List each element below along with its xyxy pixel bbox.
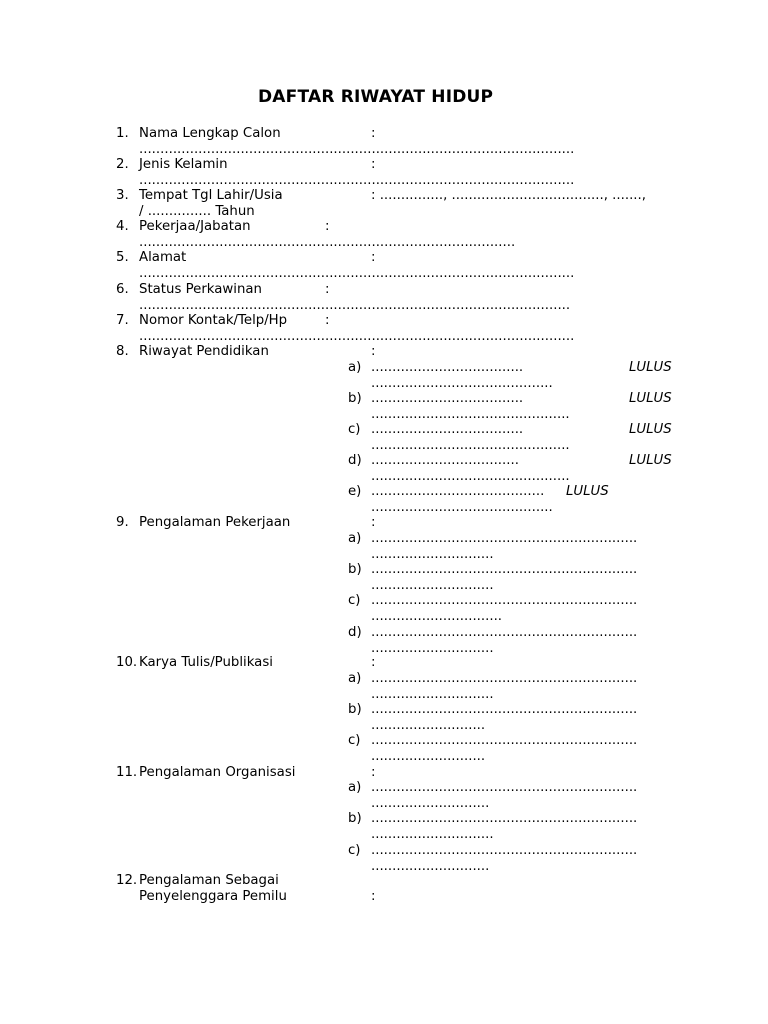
sub-letter: b): [348, 702, 362, 717]
fill-line: ...............................................................: [371, 562, 638, 577]
item-number: 9.: [116, 515, 129, 530]
fill-line: ............................: [371, 796, 490, 811]
item-colon: :: [371, 765, 376, 780]
item-colon: :: [325, 282, 330, 297]
item-colon: :: [371, 655, 376, 670]
fill-line: .......................................................................................................: [139, 266, 575, 281]
fill-line: ...............................: [371, 609, 503, 624]
fill-line: ...............................................................: [371, 843, 638, 858]
sub-letter: a): [348, 360, 362, 375]
fill-line: ....................................: [371, 391, 524, 406]
sub-letter: a): [348, 780, 362, 795]
sub-letter: c): [348, 422, 361, 437]
fill-line: ...........................................: [371, 376, 553, 391]
fill-line: .............................: [371, 827, 494, 842]
fill-line: ...............................................................: [371, 733, 638, 748]
item-label: Pekerjaa/Jabatan: [139, 219, 251, 234]
fill-line: .............................: [371, 547, 494, 562]
item-colon: :: [325, 219, 330, 234]
item-label: Riwayat Pendidikan: [139, 344, 269, 359]
fill-line: ...............................................................: [371, 780, 638, 795]
fill-line: ....................................: [371, 360, 524, 375]
fill-line: ...............................................................: [371, 625, 638, 640]
fill-line: ....................................: [371, 422, 524, 437]
sub-letter: c): [348, 843, 361, 858]
fill-line: .......................................................................................................: [139, 329, 575, 344]
sub-letter: b): [348, 562, 362, 577]
lulus-label: LULUS: [566, 484, 609, 499]
fill-line: ...............................................................: [371, 593, 638, 608]
fill-line: ...........................: [371, 749, 486, 764]
item-label: Status Perkawinan: [139, 282, 262, 297]
item-colon: :: [371, 250, 376, 265]
item-label: Nama Lengkap Calon: [139, 126, 281, 141]
fill-line: .......................................................................................................: [139, 142, 575, 157]
item-colon: :: [371, 889, 376, 904]
item-number: 11.: [116, 765, 138, 780]
item-colon: :: [371, 157, 376, 172]
sub-letter: c): [348, 593, 361, 608]
item-number: 10.: [116, 655, 138, 670]
fill-line: .........................................................................................: [139, 235, 516, 250]
lulus-label: LULUS: [629, 453, 672, 468]
item-colon: :: [325, 313, 330, 328]
lulus-label: LULUS: [629, 360, 672, 375]
fill-line: ...............................................................: [371, 671, 638, 686]
fill-line: ............................: [371, 859, 490, 874]
sub-letter: b): [348, 391, 362, 406]
item-label: Pengalaman Sebagai: [139, 873, 279, 888]
item-number: 2.: [116, 157, 129, 172]
item-label: Pengalaman Organisasi: [139, 765, 296, 780]
fill-line: .............................: [371, 687, 494, 702]
sub-letter: c): [348, 733, 361, 748]
item-number: 3.: [116, 188, 129, 203]
fill-line: ...............................................: [371, 438, 570, 453]
lulus-label: LULUS: [629, 391, 672, 406]
item-colon: :: [371, 126, 376, 141]
item-colon: :: [371, 344, 376, 359]
fill-line: ...............................................................: [371, 702, 638, 717]
fill-line: .........................................: [371, 484, 545, 499]
item-number: 8.: [116, 344, 129, 359]
sub-letter: e): [348, 484, 362, 499]
sub-letter: b): [348, 811, 362, 826]
item-label: Nomor Kontak/Telp/Hp: [139, 313, 288, 328]
item-number: 5.: [116, 250, 129, 265]
sub-letter: a): [348, 671, 362, 686]
fill-line: .............................: [371, 641, 494, 656]
item-label: Pengalaman Pekerjaan: [139, 515, 291, 530]
item-label: Alamat: [139, 250, 187, 265]
page-title: DAFTAR RIWAYAT HIDUP: [258, 87, 494, 107]
item-number: 1.: [116, 126, 129, 141]
item-label-continued: Penyelenggara Pemilu: [139, 889, 287, 904]
fill-line: : ..............., ...................................., .......,: [371, 188, 646, 203]
fill-line: ...........................................: [371, 500, 553, 515]
item-number: 12.: [116, 873, 138, 888]
item-number: 6.: [116, 282, 129, 297]
fill-line: / ............... Tahun: [139, 204, 255, 219]
item-number: 7.: [116, 313, 129, 328]
fill-line: ...........................: [371, 718, 486, 733]
item-colon: :: [371, 515, 376, 530]
item-number: 4.: [116, 219, 129, 234]
item-label: Tempat Tgl Lahir/Usia: [139, 188, 283, 203]
fill-line: .......................................................................................................: [139, 173, 575, 188]
fill-line: .............................: [371, 578, 494, 593]
sub-letter: d): [348, 625, 362, 640]
sub-letter: d): [348, 453, 362, 468]
fill-line: ......................................................................................................: [139, 298, 571, 313]
lulus-label: LULUS: [629, 422, 672, 437]
fill-line: ...............................................: [371, 407, 570, 422]
item-label: Karya Tulis/Publikasi: [139, 655, 273, 670]
item-label: Jenis Kelamin: [139, 157, 228, 172]
fill-line: ...............................................................: [371, 531, 638, 546]
fill-line: ...............................................................: [371, 811, 638, 826]
fill-line: ...............................................: [371, 469, 570, 484]
sub-letter: a): [348, 531, 362, 546]
fill-line: ...................................: [371, 453, 519, 468]
